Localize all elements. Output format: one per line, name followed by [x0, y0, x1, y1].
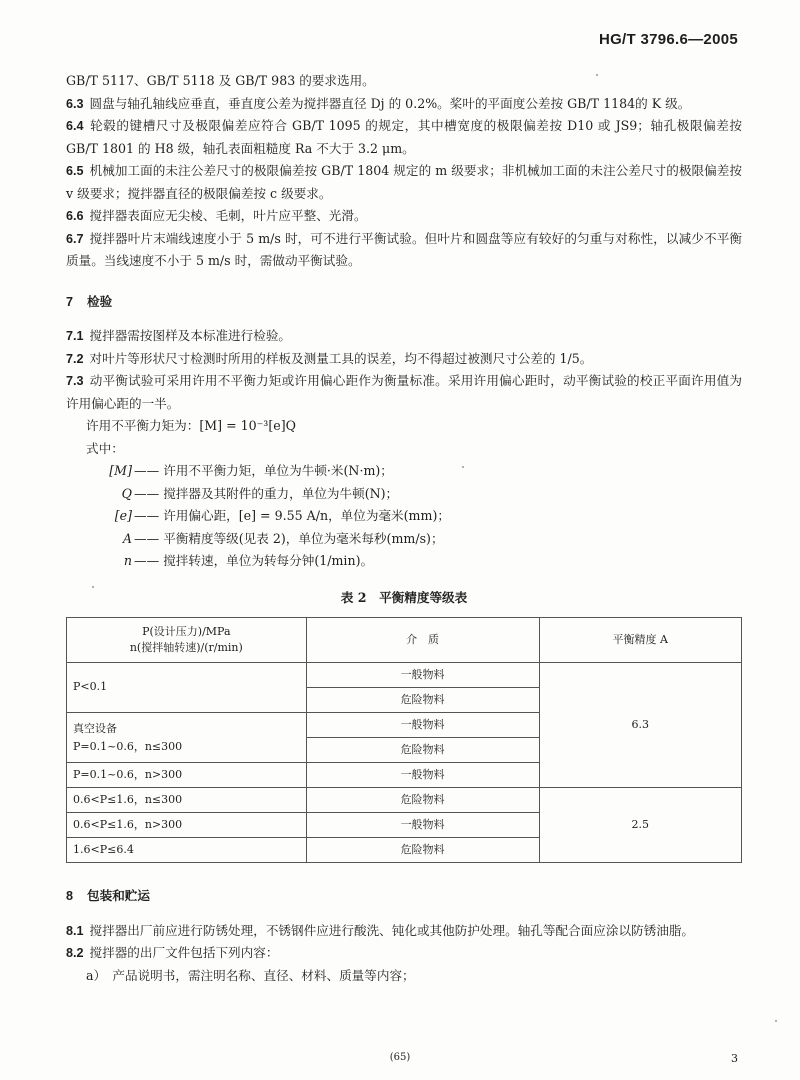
- clause-6-5: [66, 160, 742, 205]
- condition-cell: P=0.1~0.6，n>300: [67, 763, 307, 788]
- document-body: [66, 70, 742, 987]
- clause-7-1: [66, 325, 742, 348]
- clause-text: 圆盘与轴孔轴线应垂直，垂直度公差为搅拌器直径 Dj 的 0.2%。桨叶的平面度公差按 GB/T 1184的 K 级。: [89, 95, 691, 111]
- symbol-description: —— 许用不平衡力矩，单位为牛顿·米(N·m)；: [134, 463, 393, 478]
- clause-number: 6.3: [66, 96, 84, 111]
- scan-speck: [596, 74, 598, 76]
- condition-cell: 1.6<P≤6.4: [67, 838, 307, 863]
- medium-cell: 危险物料: [306, 688, 539, 713]
- clause-text: 机械加工面的未注公差尺寸的极限偏差按 GB/T 1804 规定的 m 级要求；非机械加工面的未注公差尺寸的极限偏差按 v 级要求；搅拌器直径的极限偏差按 c 级要求。: [66, 163, 742, 201]
- symbol: [e]: [114, 508, 132, 523]
- grade-cell: 6.3: [539, 663, 742, 788]
- formula: 许用不平衡力矩为：[M] = 10⁻³[e]Q: [86, 418, 296, 433]
- symbol-description: —— 搅拌器及其附件的重力，单位为牛顿(N)；: [134, 485, 399, 501]
- clause-6-3: [66, 93, 742, 116]
- medium-cell: 一般物料: [306, 713, 539, 738]
- clause-number: 7.1: [66, 329, 84, 343]
- medium-cell: 危险物料: [306, 788, 539, 813]
- clause-text: 搅拌器叶片末端线速度小于 5 m/s 时，可不进行平衡试验。但叶片和圆盘等应有较好的匀重与对称性，以减少不平衡质量。当线速度不小于 5 m/s 时，需做动平衡试验。: [66, 230, 742, 268]
- where-item: [66, 505, 742, 528]
- symbol-description: —— 搅拌转速，单位为转每分钟(1/min)。: [134, 553, 374, 568]
- header-cell-condition: [67, 618, 307, 663]
- header-speed: n(搅拌轴转速)/(r/min): [129, 641, 243, 654]
- clause-number: 7.2: [66, 351, 84, 366]
- condition-cell: 0.6<P≤1.6，n≤300: [67, 788, 307, 813]
- list-item-a: a） 产品说明书，需注明名称、直径、材料、质量等内容；: [86, 967, 415, 983]
- symbol: n: [123, 553, 132, 568]
- scan-speck: [92, 586, 94, 588]
- clause-text: 搅拌器的出厂文件包括下列内容：: [89, 945, 279, 960]
- section-number: 7: [66, 294, 74, 309]
- clause-number: 6.4: [66, 119, 84, 133]
- clause-text: 搅拌器表面应无尖棱、毛刺，叶片应平整、光滑。: [89, 208, 367, 223]
- clause-6-4: [66, 115, 742, 160]
- section-number: 8: [66, 889, 74, 903]
- clause-number: 6.7: [66, 231, 84, 246]
- scan-speck: [462, 466, 464, 468]
- condition-line: 真空设备: [73, 721, 117, 735]
- clause-number: 6.6: [66, 209, 84, 223]
- table-header-row: [67, 618, 742, 663]
- medium-cell: 一般物料: [306, 663, 539, 688]
- section-8-heading: [66, 885, 742, 908]
- clause-text: 动平衡试验可采用许用不平衡力矩或许用偏心距作为衡量标准。采用许用偏心距时，动平衡试验的校正平面许用值为许用偏心距的一半。: [66, 373, 742, 411]
- clause-8-2: [66, 942, 742, 965]
- intro-line: GB/T 5117、GB/T 5118 及 GB/T 983 的要求选用。: [66, 73, 375, 88]
- clause-number: 7.3: [66, 374, 84, 388]
- clause-text: 轮毂的键槽尺寸及极限偏差应符合 GB/T 1095 的规定，其中槽宽度的极限偏差按 D10 或 JS9；轴孔极限偏差按 GB/T 1801 的 H8 级，轴孔表面粗糙度 Ra 不大于 3.2 μm。: [66, 118, 742, 156]
- grade-cell: 2.5: [539, 788, 742, 863]
- clause-7-2: [66, 348, 742, 371]
- medium-cell: 危险物料: [306, 738, 539, 763]
- section-title: 检验: [87, 293, 113, 309]
- table-caption: 表 2 平衡精度等级表: [340, 589, 468, 605]
- clause-7-3: [66, 370, 742, 415]
- symbol: [M]: [109, 463, 132, 478]
- page-number: 3: [731, 1052, 738, 1065]
- header-cell-medium: 介 质: [306, 618, 539, 663]
- medium-cell: 一般物料: [306, 813, 539, 838]
- symbol-description: —— 平衡精度等级(见表 2)，单位为毫米每秒(mm/s)；: [134, 530, 444, 546]
- clause-8-1: [66, 920, 742, 943]
- medium-cell: 一般物料: [306, 763, 539, 788]
- clause-6-7: [66, 228, 742, 273]
- scan-speck: [775, 1020, 777, 1022]
- table-row: [67, 788, 742, 813]
- clause-text: 搅拌器出厂前应进行防锈处理，不锈钢件应进行酸洗、钝化或其他防护处理。轴孔等配合面应涂以防锈油脂。: [89, 922, 695, 938]
- section-7-heading: [66, 291, 742, 314]
- clause-number: 8.1: [66, 923, 84, 938]
- clause-6-6: [66, 205, 742, 228]
- where-label: 式中：: [86, 440, 124, 456]
- clause-text: 搅拌器需按图样及本标准进行检验。: [89, 328, 292, 343]
- condition-cell: P<0.1: [67, 663, 307, 713]
- medium-cell: 危险物料: [306, 838, 539, 863]
- where-item: [66, 460, 742, 483]
- condition-line: P=0.1~0.6，n≤300: [73, 739, 183, 753]
- header-pressure: P(设计压力)/MPa: [142, 625, 231, 638]
- condition-cell: [67, 713, 307, 763]
- footer-center-mark: (65): [389, 1052, 411, 1063]
- clause-text: 对叶片等形状尺寸检测时所用的样板及测量工具的误差，均不得超过被测尺寸公差的 1/5。: [89, 350, 593, 366]
- symbol-description: —— 许用偏心距，[e] = 9.55 A/n，单位为毫米(mm)；: [134, 508, 450, 523]
- clause-number: 6.5: [66, 164, 84, 178]
- table-row: [67, 663, 742, 688]
- header-cell-grade: 平衡精度 A: [539, 618, 742, 663]
- symbol: Q: [121, 485, 132, 501]
- symbol: A: [122, 530, 132, 546]
- clause-number: 8.2: [66, 946, 84, 960]
- where-item: [66, 528, 742, 551]
- where-item: [66, 550, 742, 573]
- where-item: [66, 483, 742, 506]
- standard-number-header: HG/T 3796.6—2005: [598, 31, 738, 48]
- condition-cell: 0.6<P≤1.6，n>300: [67, 813, 307, 838]
- balance-grade-table: [66, 617, 742, 863]
- section-title: 包装和贮运: [87, 888, 150, 903]
